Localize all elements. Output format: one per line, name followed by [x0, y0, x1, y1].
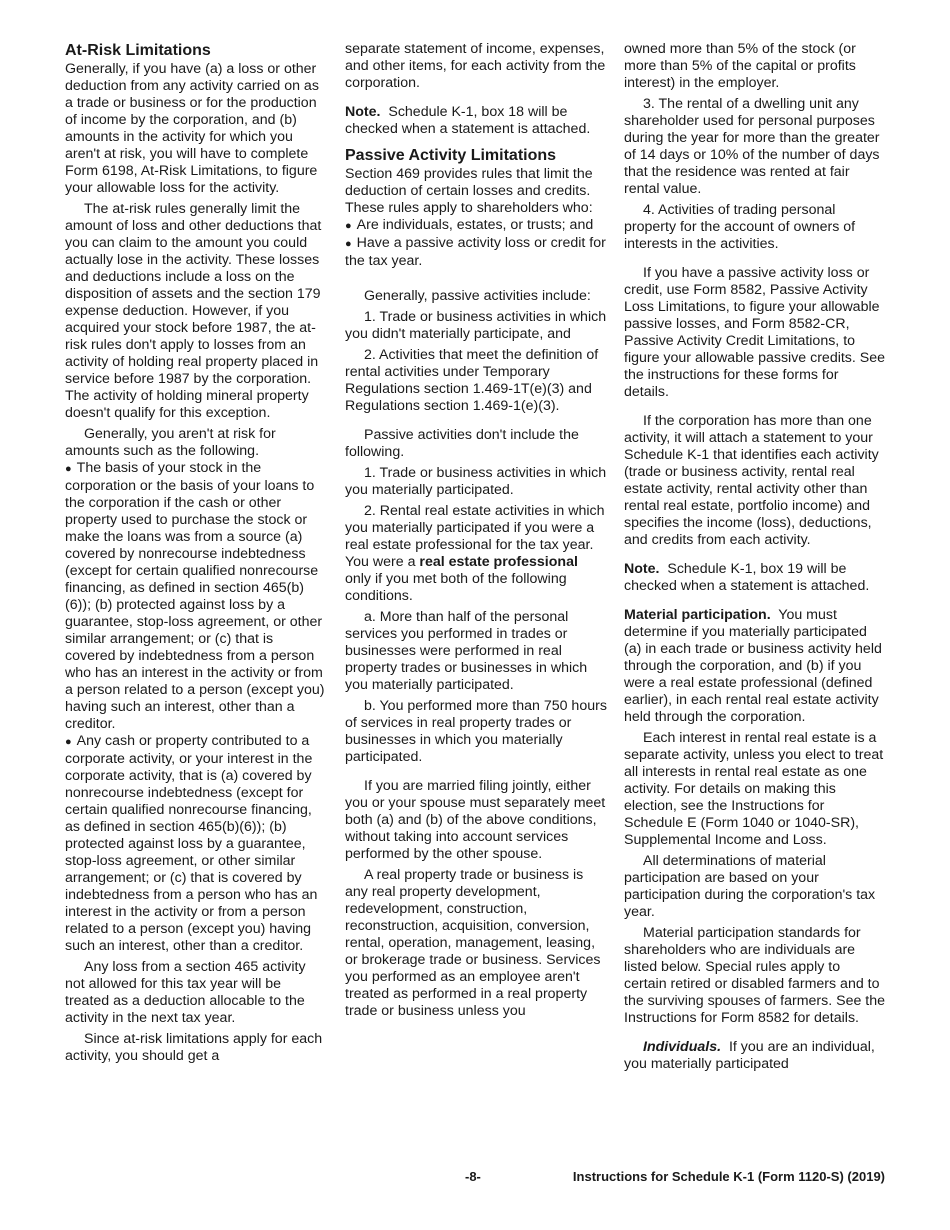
paragraph: Material participation standards for shareholders who are individuals are listed below. Special rules apply to certain retired or disabled farmers and to the surviving spouses of farmers. See the Instructions for Form 8582 for details.	[624, 925, 886, 1026]
paragraph: If the corporation has more than one activity, it will attach a statement to your Schedule K-1 that identifies each activity (trade or business activity, rental real estate activity, rental activity other than rental real estate, portfolio income) and specifies the income (loss), deductions, and credits from each activity.	[624, 413, 879, 548]
bullet-text: Any cash or property contributed to a corporate activity, or your interest in the corporate activity, that is (a) covered by nonrecourse indebtedness (except for certain qualified nonrecourse financing, as defined in section 465(b)(6)); (b) protected against loss by a guarantee, stop-loss agreement, or other similar arrangement; or (c) that is covered by indebtedness from a person who has an interest in the activity or from a person related to a person (except you) having such an interest, other than a creditor.	[65, 733, 318, 954]
paragraph: Passive activities don't include the following.	[345, 427, 579, 460]
list-item	[345, 503, 607, 605]
paragraph: Since at-risk limitations apply for each activity, you should get a	[65, 1031, 323, 1064]
paragraph: Generally, if you have (a) a loss or other deduction from any activity carried on as a trade or business or for the production of income by the corporation, and (b) amounts in the activity for which you aren't at risk, you will have to complete Form 6198, At-Risk Limitations, to figure your allowable loss for the activity.	[65, 61, 319, 196]
note	[345, 104, 607, 138]
note-text: Schedule K-1, box 19 will be checked when a statement is attached.	[624, 561, 870, 594]
bullet-item	[65, 733, 327, 955]
bullet-icon: ●	[65, 463, 72, 475]
material-participation-label: Material participation.	[624, 607, 771, 623]
bullet-text: Are individuals, estates, or trusts; and	[356, 217, 594, 233]
list-item-text: only if you met both of the following conditions.	[345, 571, 567, 604]
column-left	[65, 41, 327, 1065]
list-item: 4. Activities of trading personal property for the account of owners of interests in the activities.	[624, 202, 856, 252]
bullet-item	[345, 217, 607, 235]
note-label: Note.	[345, 104, 381, 120]
paragraph: A real property trade or business is any real property development, redevelopment, construction, reconstruction, acquisition, conversion, rental, operation, management, leasing, or brokerage trade or business. Services you performed as an employee aren't treated as performed in a real property trade or business unless you	[345, 867, 601, 1019]
bullet-icon: ●	[65, 736, 72, 748]
material-participation	[624, 607, 886, 726]
list-item: 1. Trade or business activities in which you didn't materially participate, and	[345, 309, 607, 342]
bullet-item	[345, 235, 607, 270]
column-right	[624, 41, 886, 1073]
at-risk-heading: At-Risk Limitations	[65, 42, 211, 59]
note	[624, 561, 886, 595]
paragraph: The at-risk rules generally limit the amount of loss and other deductions that you can claim to the amount you could actually lose in the activity. These losses and deductions include a loss on the disposition of assets and the section 179 expense deduction. However, if you acquired your stock before 1987, the at-risk rules don't apply to losses from an activity of holding real property placed in service before 1987 by the corporation. The activity of holding mineral property doesn't qualify for this exception.	[65, 201, 322, 421]
individuals-label: Individuals.	[643, 1039, 722, 1055]
real-estate-professional-term: real estate professional	[419, 554, 578, 570]
paragraph: Generally, passive activities include:	[364, 288, 591, 304]
list-item: 3. The rental of a dwelling unit any shareholder used for personal purposes during the year for more than the greater of 14 days or 10% of the number of days that the residence was rented at fair rental value.	[624, 96, 880, 197]
paragraph: If you are married filing jointly, either you or your spouse must separately meet both (a) and (b) of the above conditions, without taking into account services performed by the other spouse.	[345, 778, 606, 862]
page-number: -8-	[465, 1169, 481, 1184]
paragraph: owned more than 5% of the stock (or more than 5% of the capital or profits interest) in the employer.	[624, 41, 856, 91]
paragraph: Generally, you aren't at risk for amounts such as the following.	[65, 426, 276, 459]
paragraph-text: If you are an individual, you materially participated	[624, 1039, 875, 1072]
note-text: Schedule K-1, box 18 will be checked when a statement is attached.	[345, 104, 591, 137]
paragraph-text: You must determine if you materially participated (a) in each trade or business activity held through the corporation, and (b) if you were a real estate professional (defined earlier), in each rental real estate activity held through the corporation.	[624, 607, 882, 725]
bullet-icon: ●	[345, 220, 352, 232]
list-item: 2. Activities that meet the definition of rental activities under Temporary Regulations section 1.469-1T(e)(3) and Regulations section 1.469-1(e)(3).	[345, 347, 599, 414]
list-item: a. More than half of the personal services you performed in trades or businesses were performed in real property trades or businesses in which you materially participated.	[345, 609, 588, 693]
list-item: b. You performed more than 750 hours of services in real property trades or businesses in which you materially participated.	[345, 698, 607, 765]
list-item-text: 2. Rental real estate activities in which you materially participated if you were a real estate professional for the tax year. You were a	[345, 503, 605, 570]
bullet-item	[65, 460, 327, 733]
note-label: Note.	[624, 561, 660, 577]
paragraph: Section 469 provides rules that limit the deduction of certain losses and credits. These rules apply to shareholders who:	[345, 166, 593, 216]
page-footer	[0, 1169, 950, 1187]
bullet-text: Have a passive activity loss or credit for the tax year.	[345, 235, 606, 269]
footer-title: Instructions for Schedule K-1 (Form 1120-S) (2019)	[572, 1169, 885, 1184]
paragraph: Each interest in rental real estate is a separate activity, unless you elect to treat all interests in rental real estate as one activity. For details on making this election, see the Instructions for Schedule E (Form 1040 or 1040-SR), Supplemental Income and Loss.	[624, 730, 884, 848]
bullet-icon: ●	[345, 238, 352, 250]
bullet-text: The basis of your stock in the corporation or the basis of your loans to the corporation if the cash or other property used to purchase the stock or make the loans was from a source (a) covered by nonrecourse indebtedness (except for certain qualified nonrecourse financing, as defined in section 465(b)(6)); (b) protected against loss by a guarantee, stop-loss agreement, or other similar arrangement; or (c) that is covered by indebtedness from a person who has an interest in the activity or from a person related to a person (except you) having such an interest, other than a creditor.	[65, 460, 325, 732]
list-item: 1. Trade or business activities in which you materially participated.	[345, 465, 607, 498]
paragraph: If you have a passive activity loss or credit, use Form 8582, Passive Activity Loss Limitations, to figure your allowable passive losses, and Form 8582-CR, Passive Activity Credit Limitations, to figure your allowable passive credits. See the instructions for these forms for details.	[624, 265, 886, 400]
paragraph: separate statement of income, expenses, and other items, for each activity from the corporation.	[345, 41, 606, 91]
individuals	[624, 1039, 886, 1073]
column-middle	[345, 41, 607, 1020]
paragraph: Any loss from a section 465 activity not allowed for this tax year will be treated as a deduction allocable to the activity in the next tax year.	[65, 959, 306, 1026]
paragraph: All determinations of material participation are based on your participation during the corporation's tax year.	[624, 853, 876, 920]
passive-activity-heading: Passive Activity Limitations	[345, 147, 557, 164]
